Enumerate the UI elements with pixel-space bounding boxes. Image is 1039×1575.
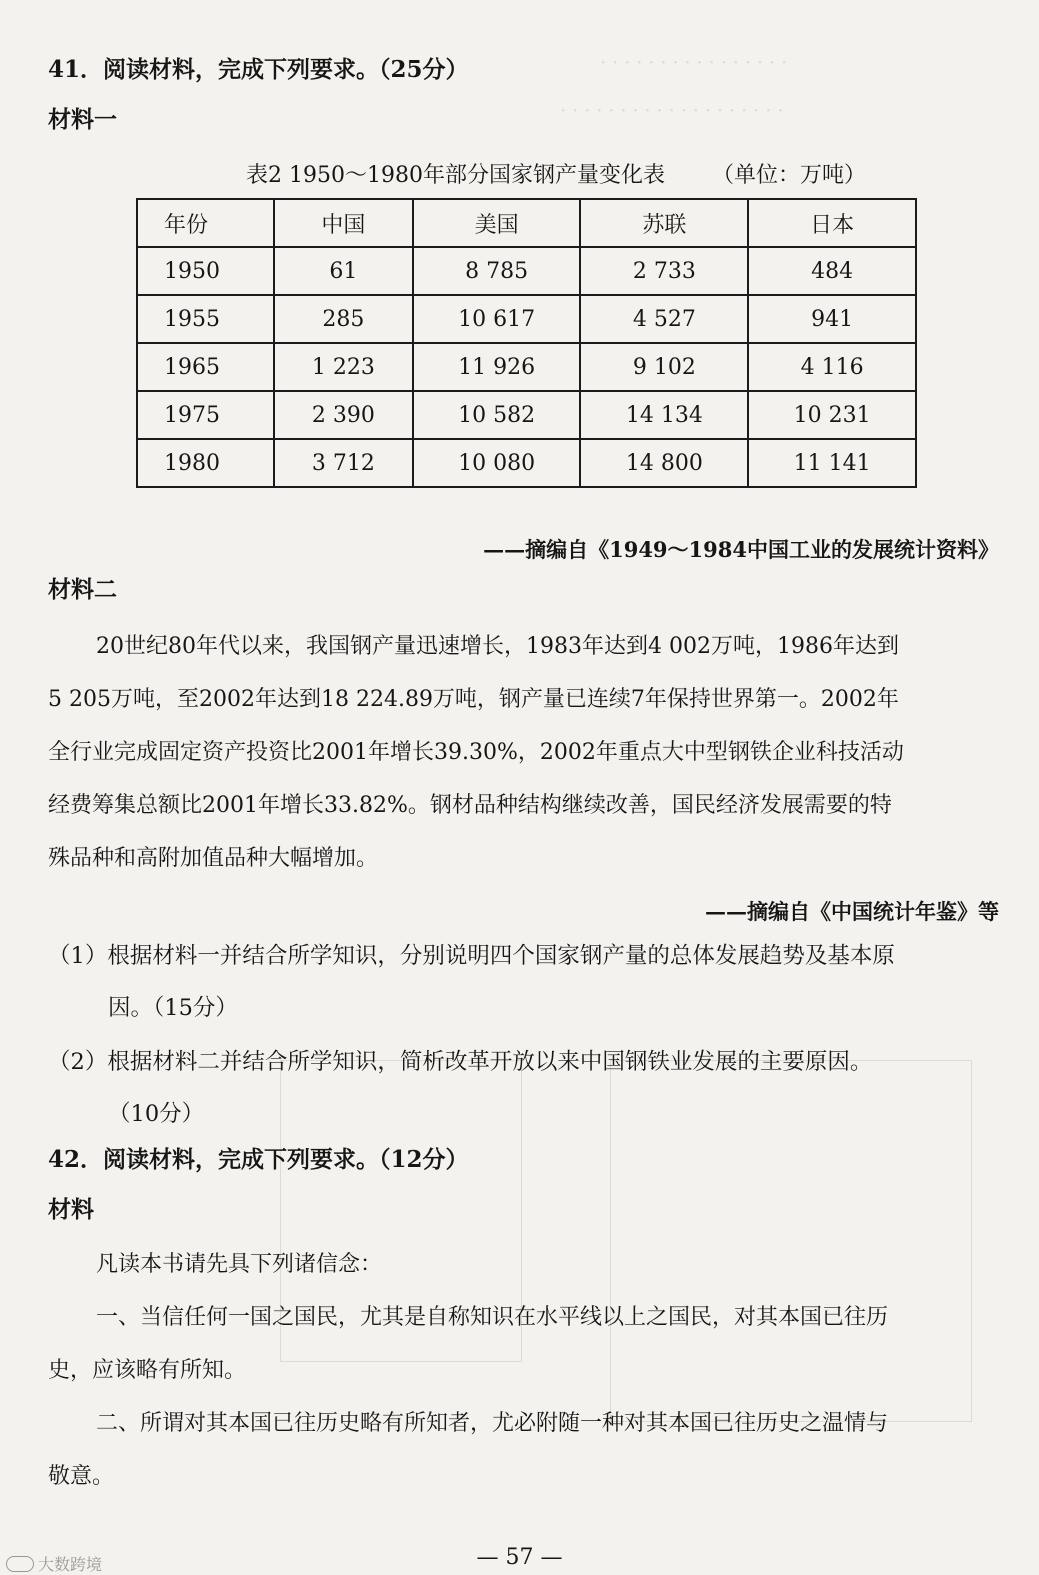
table-cell: 11 926 [413, 343, 581, 391]
material2-line: 经费筹集总额比2001年增长33.82%。钢材品种结构继续改善，国民经济发展需要的特 [48, 793, 892, 818]
watermark [6, 1552, 102, 1575]
table-row [137, 295, 916, 343]
table-cell: 484 [748, 247, 916, 295]
q42-line: 史，应该略有所知。 [48, 1358, 247, 1383]
table-cell: 9 102 [580, 343, 748, 391]
q42-heading: 42．阅读材料，完成下列要求。（12分） [48, 1146, 469, 1173]
table-cell: 61 [274, 247, 413, 295]
table-unit: （单位：万吨） [711, 163, 866, 188]
material1-label: 材料一 [48, 106, 117, 133]
q41-heading: 41．阅读材料，完成下列要求。（25分） [48, 56, 469, 83]
table-caption [246, 158, 866, 189]
table-cell: 1980 [137, 439, 274, 487]
sub-question-2-line: （2）根据材料二并结合所学知识，简析改革开放以来中国钢铁业发展的主要原因。 [48, 1049, 873, 1075]
table-cell: 1 223 [274, 343, 413, 391]
page-number: — 57 — [476, 1545, 563, 1570]
table-cell: 8 785 [413, 247, 581, 295]
sub-question-2-line: （10分） [108, 1101, 205, 1127]
table-row [137, 247, 916, 295]
q42-line: 一、当信任何一国之国民，尤其是自称知识在水平线以上之国民，对其本国已往历 [96, 1305, 889, 1330]
q42-line: 凡读本书请先具下列诸信念： [96, 1252, 383, 1277]
table-cell: 10 231 [748, 391, 916, 439]
q42-line: 二、所谓对其本国已往历史略有所知者，尤必附随一种对其本国已往历史之温情与 [96, 1411, 889, 1436]
column-header: 中国 [274, 199, 413, 247]
table-cell: 10 080 [413, 439, 581, 487]
table-cell: 1955 [137, 295, 274, 343]
q42-material-text [48, 1238, 1003, 1503]
table-cell: 4 527 [580, 295, 748, 343]
q42-material-label: 材料 [48, 1196, 94, 1223]
table-cell: 4 116 [748, 343, 916, 391]
table-row [137, 391, 916, 439]
material2-line: 5 205万吨，至2002年达到18 224.89万吨，钢产量已连续7年保持世界第一。2002年 [48, 687, 899, 712]
table-cell: 941 [748, 295, 916, 343]
column-header: 苏联 [580, 199, 748, 247]
sub-question-1-line: 因。（15分） [108, 995, 238, 1021]
material2-text [48, 620, 1003, 885]
table-cell: 14 134 [580, 391, 748, 439]
column-header: 年份 [137, 199, 274, 247]
table-source: ——摘编自《1949～1984中国工业的发展统计资料》 [483, 537, 999, 562]
table-cell: 1965 [137, 343, 274, 391]
table-cell: 3 712 [274, 439, 413, 487]
table-cell: 1975 [137, 391, 274, 439]
material2-line: 殊品种和高附加值品种大幅增加。 [48, 846, 379, 871]
sub-question-1 [48, 930, 895, 1034]
table-cell: 14 800 [580, 439, 748, 487]
q42-line: 敬意。 [48, 1464, 115, 1489]
table-cell: 2 390 [274, 391, 413, 439]
material2-source: ——摘编自《中国统计年鉴》等 [705, 899, 999, 924]
material2-label: 材料二 [48, 576, 117, 603]
material2-line: 20世纪80年代以来，我国钢产量迅速增长，1983年达到4 002万吨，1986年达到 [96, 634, 899, 659]
column-header: 美国 [413, 199, 581, 247]
watermark-logo-icon [6, 1556, 34, 1572]
sub-question-2 [48, 1036, 872, 1140]
steel-output-table [136, 198, 917, 488]
table-title: 表2 1950～1980年部分国家钢产量变化表 [246, 163, 665, 188]
table-cell: 11 141 [748, 439, 916, 487]
table-cell: 10 617 [413, 295, 581, 343]
table-cell: 285 [274, 295, 413, 343]
table-cell: 2 733 [580, 247, 748, 295]
watermark-text: 大数跨境 [38, 1555, 103, 1574]
material2-line: 全行业完成固定资产投资比2001年增长39.30%，2002年重点大中型钢铁企业科技活动 [48, 740, 904, 765]
table-row [137, 439, 916, 487]
table-row [137, 343, 916, 391]
bleed-through-text: · · · · · · · · · · · · · · · · [600, 52, 788, 74]
column-header: 日本 [748, 199, 916, 247]
bleed-through-text: · · · · · · · · · · · · · · · · · · · [560, 100, 784, 122]
table-cell: 10 582 [413, 391, 581, 439]
sub-question-1-line: （1）根据材料一并结合所学知识，分别说明四个国家钢产量的总体发展趋势及基本原 [48, 943, 895, 969]
table-header-row [137, 199, 916, 247]
table-cell: 1950 [137, 247, 274, 295]
